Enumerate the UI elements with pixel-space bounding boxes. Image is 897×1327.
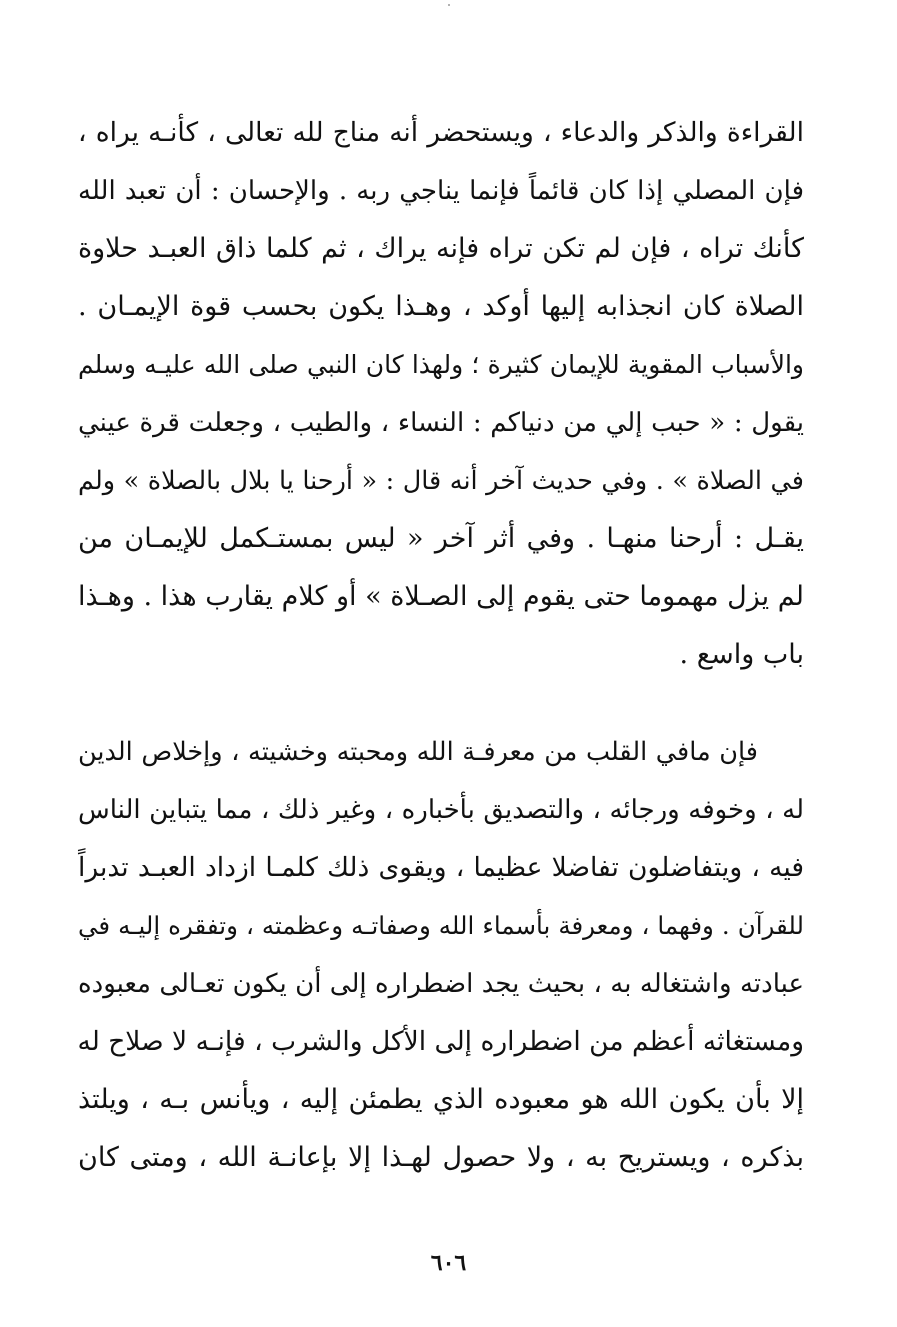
text-line: الصلاة كان انجذابه إليها أوكد ، وهـذا يكون بحسب قوة الإيمـان . [78,291,804,322]
text-line: يقول : « حبب إلي من دنياكم : النساء ، والطيب ، وجعلت قرة عيني [78,408,804,438]
text-line: فإن مافي القلب من معرفـة الله ومحبته وخشيته ، وإخلاص الدين [78,737,758,767]
text-line: ومستغاثه أعظم من اضطراره إلى الأكل والشرب ، فإنـه لا صلاح له [77,1026,804,1057]
text-line: كأنك تراه ، فإن لم تكن تراه فإنه يراك ، ثم كلما ذاق العبـد حلاوة [78,233,804,264]
text-line: القراءة والذكر والدعاء ، ويستحضر أنه مناج لله تعالى ، كأنـه يراه ، [78,117,804,148]
text-line: للقرآن . وفهما ، ومعرفة بأسماء الله وصفاتـه وعظمته ، وتفقره إليـه في [78,911,804,940]
scan-mark [448,4,450,6]
text-line: فإن المصلي إذا كان قائماً فإنما يناجي ربه . والإحسان : أن تعبد الله [78,176,804,206]
paragraph-2 [78,723,804,1187]
text-line: عبادته واشتغاله به ، بحيث يجد اضطراره إلى أن يكون تعـالى معبوده [78,969,804,999]
text-line: بذكره ، ويستريح به ، ولا حصول لهـذا إلا بإعانـة الله ، ومتى كان [78,1142,804,1173]
text-line: يقـل : أرحنا منهـا . وفي أثر آخر « ليس بمستـكمل للإيمـان من [78,523,804,554]
text-line: في الصلاة » . وفي حديث آخر أنه قال : « أرحنا يا بلال بالصلاة » ولم [78,466,804,496]
text-line: إلا بأن يكون الله هو معبوده الذي يطمئن إليه ، ويأنس بـه ، ويلتذ [78,1084,804,1115]
text-line: لم يزل مهموما حتى يقوم إلى الصـلاة » أو كلام يقارب هذا . وهـذا [78,581,804,612]
text-line: باب واسع . [679,639,804,670]
text-line: والأسباب المقوية للإيمان كثيرة ؛ ولهذا كان النبي صلى الله عليـه وسلم [78,350,804,379]
paragraph-1 [78,104,804,684]
text-line: فيه ، ويتفاضلون تفاضلا عظيما ، ويقوى ذلك كلمـا ازداد العبـد تدبراً [78,852,804,883]
text-line: له ، وخوفه ورجائه ، والتصديق بأخباره ، وغير ذلك ، مما يتباين الناس [78,795,804,825]
page-number: ٦٠٦ [430,1250,467,1276]
